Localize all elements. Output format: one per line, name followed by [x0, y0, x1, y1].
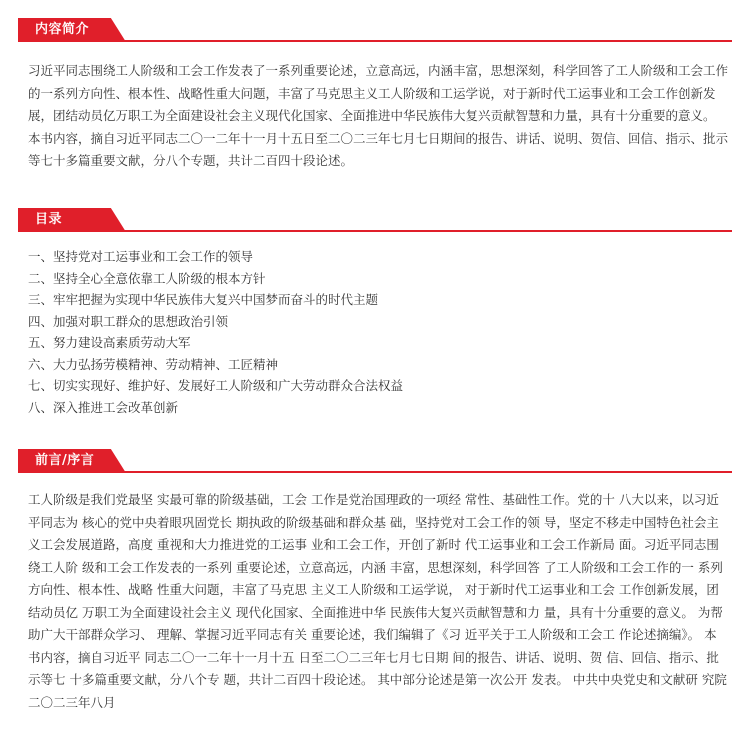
toc-item[interactable]: 四、加强对职工群众的思想政治引领: [28, 313, 229, 329]
intro-header: [18, 18, 732, 42]
intro-paragraph-2: 本书内容，摘自习近平同志二〇一二年十一月十五日至二〇二三年七月七日期间的报告、讲话、说明、贺信、回信、指示、批示等七十多篇重要文献，分八个专题，共计二百四十段论述。: [28, 130, 729, 168]
toc-item[interactable]: 三、牢牢把握为实现中华民族伟大复兴中国梦而奋斗的时代主题: [28, 292, 379, 307]
toc-list: [28, 246, 728, 418]
toc-item[interactable]: 五、努力建设高素质劳动大军: [28, 335, 191, 350]
toc-header: [18, 208, 732, 232]
toc-item[interactable]: 六、大力弘扬劳模精神、劳动精神、工匠精神: [28, 356, 279, 372]
intro-section: [0, 18, 750, 173]
intro-title: 内容简介: [35, 22, 90, 37]
toc-title: 目录: [35, 212, 63, 227]
toc-section: [0, 208, 750, 418]
preface-section: [0, 449, 750, 714]
preface-paragraph: 工人阶级是我们党最坚 实最可靠的阶级基础，工会 工作是党治国理政的一项经 常性、基础性工作。党的十 八大以来，以习近平同志为 核心的党中央着眼巩固党长 期执政的阶级基础和群众基 础，坚持党对工会工作的领 导，坚定不移走中国特色社会主义工会发展道路，高度 重视和大力推进党的工运事 业和工会工作，开创了新时 代工运事业和工会工作新局 面。习近平同志围绕工人阶 级和工会工作发表的一系列 重要论述，立意高远，内涵 丰富，思想深刻，科学回答 了工人阶级和工会工作的一 系列方向性、根本性、战略 性重大问题，丰富了马克思 主义工人阶级和工运学说， 对于新时代工运事业和工会 工作创新发展，团结动员亿 万职工为全面建设社会主义 现代化国家、全面推进中华 民族伟大复兴贡献智慧和力 量，具有十分重要的意义。 为帮助广大干部群众学习、 理解、掌握习近平同志有关 重要论述，我们编辑了《习 近平关于工人阶级和工会工 作论述摘编》。 本书内容，摘自习近平 同志二〇一二年十一月十五 日至二〇二三年七月七日期 间的报告、讲话、说明、贺 信、回信、指示、批示等七 十多篇重要文献，分八个专 题，共计二百四十段论述。 其中部分论述是第一次公开 发表。 中共中央党史和文献研 究院 二〇二三年八月: [28, 492, 727, 710]
toc-item[interactable]: 七、切实实现好、维护好、发展好工人阶级和广大劳动群众合法权益: [28, 378, 404, 393]
toc-item[interactable]: 二、坚持全心全意依靠工人阶级的根本方针: [28, 270, 266, 286]
intro-paragraph-1: 习近平同志围绕工人阶级和工会工作发表了一系列重要论述，立意高远，内涵丰富，思想深刻，科学回答了工人阶级和工会工作的一系列方向性、根本性、战略性重大问题，丰富了马克思主义工人阶级和工运学说，对于新时代工运事业和工会工作创新发展，团结动员亿万职工为全面建设社会主义现代化国家、全面推进中华民族伟大复兴贡献智慧和力量，具有十分重要的意义。: [28, 63, 729, 123]
toc-item[interactable]: 一、坚持党对工运事业和工会工作的领导: [28, 249, 254, 264]
preface-title: 前言/序言: [35, 453, 95, 468]
preface-header: [18, 449, 732, 473]
toc-item[interactable]: 八、深入推进工会改革创新: [28, 399, 179, 415]
